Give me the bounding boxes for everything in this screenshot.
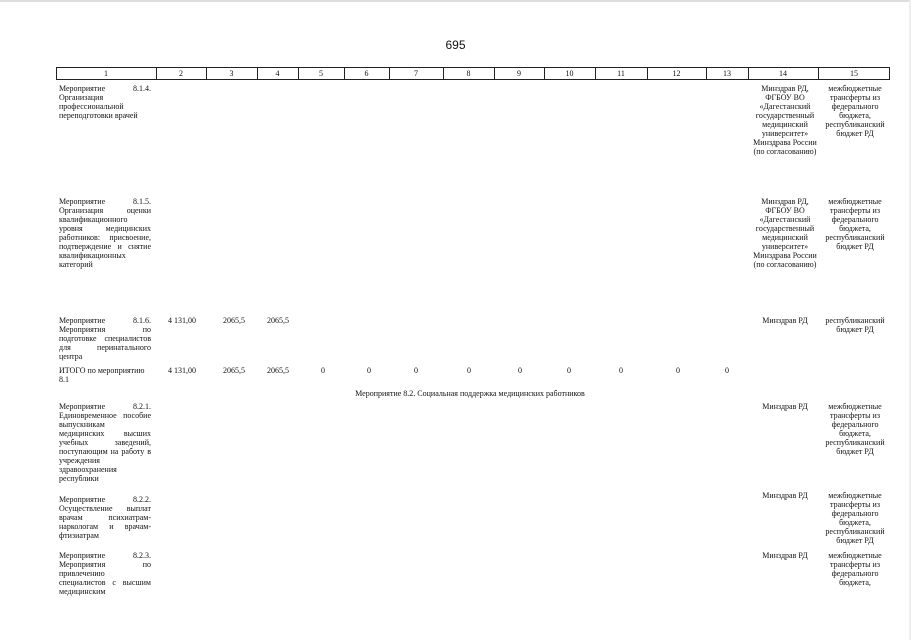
total-8-1-col8: 0 — [467, 366, 471, 375]
page-number: 695 — [445, 38, 466, 52]
total-8-1-col11: 0 — [619, 366, 623, 375]
row-8-1-5-name: Мероприятие 8.1.5. Организация оценки квалификационного уровня медицинских работников: присвоение, подтверждение и снятие квалификационных категорий — [59, 197, 151, 269]
row-8-1-4-executor: Минздрав РД, ФГБОУ ВО «Дагестанский государственный медицинский университет» Минздрава России (по согласованию) — [753, 84, 817, 156]
row-8-1-6-name: Мероприятие 8.1.6. Мероприятия по подготовке специалистов для перинатального центра — [59, 316, 151, 361]
total-8-1-col6: 0 — [367, 366, 371, 375]
total-8-1-col3: 2065,5 — [223, 366, 245, 375]
total-8-1-col12: 0 — [676, 366, 680, 375]
row-8-1-5-executor: Минздрав РД, ФГБОУ ВО «Дагестанский государственный медицинский университет» Минздрава России (по согласованию) — [753, 197, 817, 269]
section-8-2-heading: Мероприятие 8.2. Социальная поддержка медицинских работников — [355, 389, 585, 398]
column-header-13: 13 — [723, 69, 731, 78]
row-8-2-3-name: Мероприятие 8.2.3. Мероприятия по привлечению специалистов с высшим медицинским — [59, 551, 151, 596]
row-8-2-2-executor: Минздрав РД — [762, 491, 808, 500]
row-8-1-6-col4: 2065,5 — [267, 316, 289, 325]
column-header-15: 15 — [850, 69, 858, 78]
row-8-2-1-name: Мероприятие 8.2.1. Единовременное пособие выпускникам медицинских высших учебных заведений, поступающим на работу в учреждения здравоохранения республики — [59, 402, 151, 483]
row-8-2-1-executor: Минздрав РД — [762, 402, 808, 411]
row-8-2-2-source: межбюджетные трансферты из федерального бюджета, республиканский бюджет РД — [825, 491, 885, 545]
row-8-1-4-source: межбюджетные трансферты из федерального бюджета, республиканский бюджет РД — [825, 84, 885, 138]
column-header-1: 1 — [104, 69, 108, 78]
total-8-1-name: ИТОГО по мероприятию 8.1 — [59, 366, 145, 384]
column-header-14: 14 — [779, 69, 787, 78]
column-header-5: 5 — [319, 69, 323, 78]
column-header-10: 10 — [565, 69, 574, 78]
column-header-9: 9 — [517, 69, 521, 78]
column-header-6: 6 — [364, 69, 369, 78]
total-8-1-col13: 0 — [725, 366, 729, 375]
column-header-2: 2 — [179, 69, 183, 78]
row-8-1-6-col2: 4 131,00 — [168, 316, 196, 325]
row-8-2-1-source: межбюджетные трансферты из федерального бюджета, республиканский бюджет РД — [825, 402, 885, 456]
column-header-8: 8 — [466, 69, 471, 78]
total-8-1-col7: 0 — [414, 366, 418, 375]
row-8-1-6-source: республиканский бюджет РД — [825, 316, 885, 334]
total-8-1-col10: 0 — [567, 366, 571, 375]
row-8-2-3-executor: Минздрав РД — [762, 551, 808, 560]
row-8-1-6-col3: 2065,5 — [223, 316, 245, 325]
row-8-2-2-name: Мероприятие 8.2.2. Осуществление выплат врачам психиатрам-наркологам и врачам-фтизиатрам — [59, 495, 151, 540]
row-8-2-3-source: межбюджетные трансферты из федерального бюджета, — [828, 551, 882, 587]
column-header-4: 4 — [275, 69, 280, 78]
total-8-1-col5: 0 — [321, 366, 325, 375]
total-8-1-col9: 0 — [518, 366, 522, 375]
row-8-1-5-source: межбюджетные трансферты из федерального бюджета, республиканский бюджет РД — [825, 197, 885, 251]
scan-top-edge — [0, 0, 911, 2]
row-8-1-6-executor: Минздрав РД — [762, 316, 808, 325]
total-8-1-col2: 4 131,00 — [168, 366, 196, 375]
column-header-12: 12 — [672, 69, 681, 78]
row-8-1-4-name: Мероприятие 8.1.4. Организация профессиональной переподготовки врачей — [59, 84, 151, 120]
column-header-7: 7 — [414, 69, 418, 78]
column-header-11: 11 — [617, 69, 625, 78]
column-header-3: 3 — [229, 69, 234, 78]
total-8-1-col4: 2065,5 — [267, 366, 289, 375]
